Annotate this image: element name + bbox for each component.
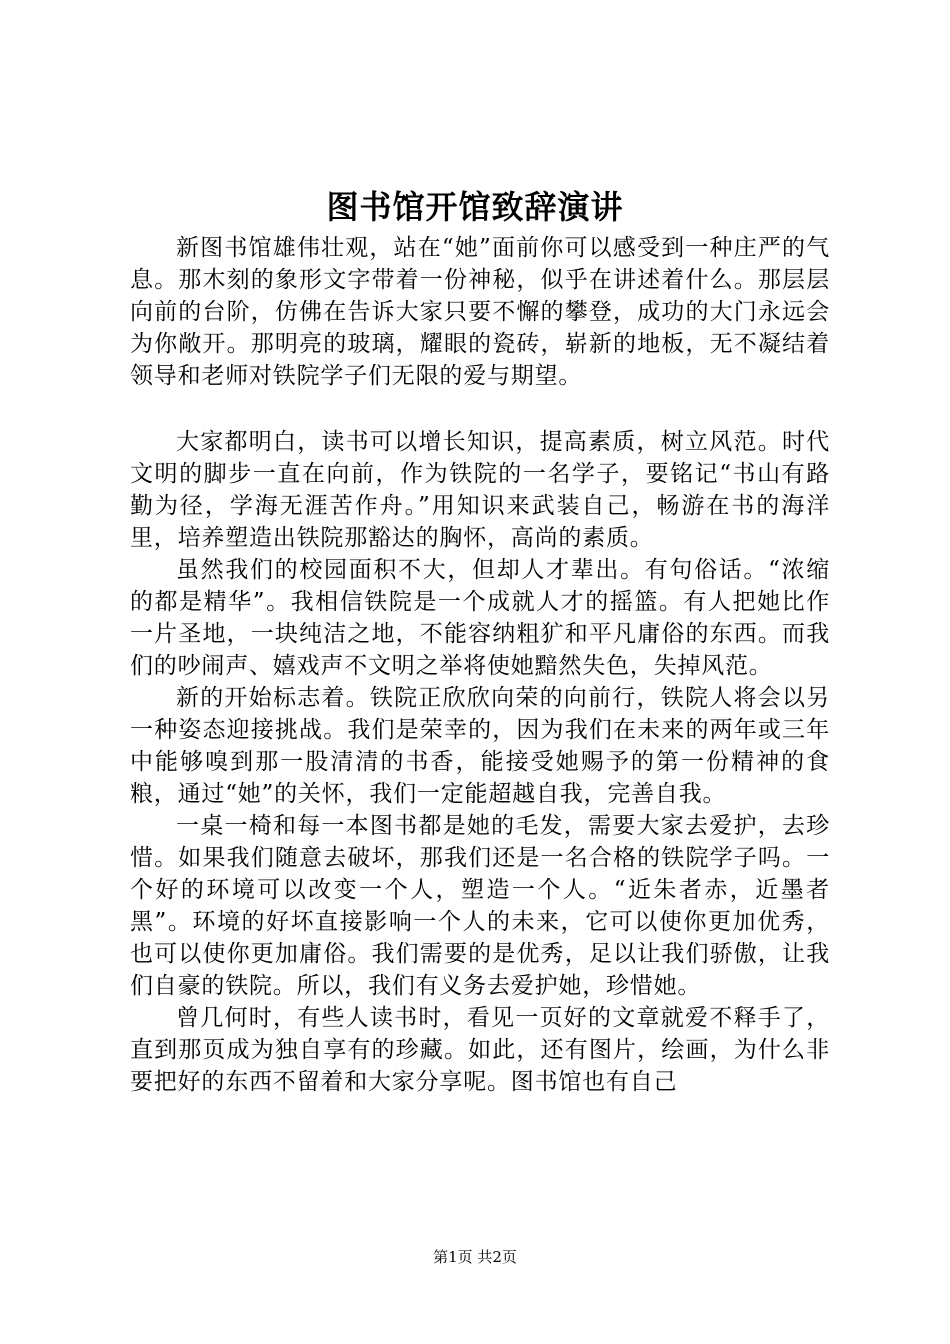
page-footer: 第1页 共2页 <box>433 1248 517 1266</box>
paragraph-5: 一桌一椅和每一本图书都是她的毛发，需要大家去爱护，去珍惜。如果我们随意去破坏，那我们还是一名合格的铁院学子吗。一个好的环境可以改变一个人，塑造一个人。“近朱者赤，近墨者黑”。环境的好坏直接影响一个人的未来，它可以使你更加优秀，也可以使你更加庸俗。我们需要的是优秀，足以让我们骄傲，让我们自豪的铁院。所以，我们有义务去爱护她，珍惜她。 <box>130 813 830 999</box>
paragraph-3: 虽然我们的校园面积不大，但却人才辈出。有句俗话。“浓缩的都是精华”。我相信铁院是一个成就人才的摇篮。有人把她比作一片圣地，一块纯洁之地，不能容纳粗犷和平凡庸俗的东西。而我们的吵闹声、嬉戏声不文明之举将使她黯然失色，失掉风范。 <box>130 557 830 679</box>
document-body <box>130 232 830 1098</box>
paragraph-1: 新图书馆雄伟壮观，站在“她”面前你可以感受到一种庄严的气息。那木刻的象形文字带着一份神秘，似乎在讲述着什么。那层层向前的台阶，仿佛在告诉大家只要不懈的攀登，成功的大门永远会为你敞开。那明亮的玻璃，耀眼的瓷砖，崭新的地板，无不凝结着领导和老师对铁院学子们无限的爱与期望。 <box>130 235 830 389</box>
document-title: 图书馆开馆致辞演讲 <box>326 188 624 226</box>
paragraph-4: 新的开始标志着。铁院正欣欣向荣的向前行，铁院人将会以另一种姿态迎接挑战。我们是荣幸的，因为我们在未来的两年或三年中能够嗅到那一股清清的书香，能接受她赐予的第一份精神的食粮，通过“她”的关怀，我们一定能超越自我，完善自我。 <box>130 685 830 807</box>
paragraph-6: 曾几何时，有些人读书时，看见一页好的文章就爱不释手了，直到那页成为独自享有的珍藏。如此，还有图片，绘画，为什么非要把好的东西不留着和大家分享呢。图书馆也有自己 <box>130 1005 830 1095</box>
paragraph-2: 大家都明白，读书可以增长知识，提高素质，树立风范。时代文明的脚步一直在向前，作为铁院的一名学子，要铭记“书山有路勤为径，学海无涯苦作舟。”用知识来武装自己，畅游在书的海洋里，培养塑造出铁院那豁达的胸怀，高尚的素质。 <box>130 429 830 551</box>
